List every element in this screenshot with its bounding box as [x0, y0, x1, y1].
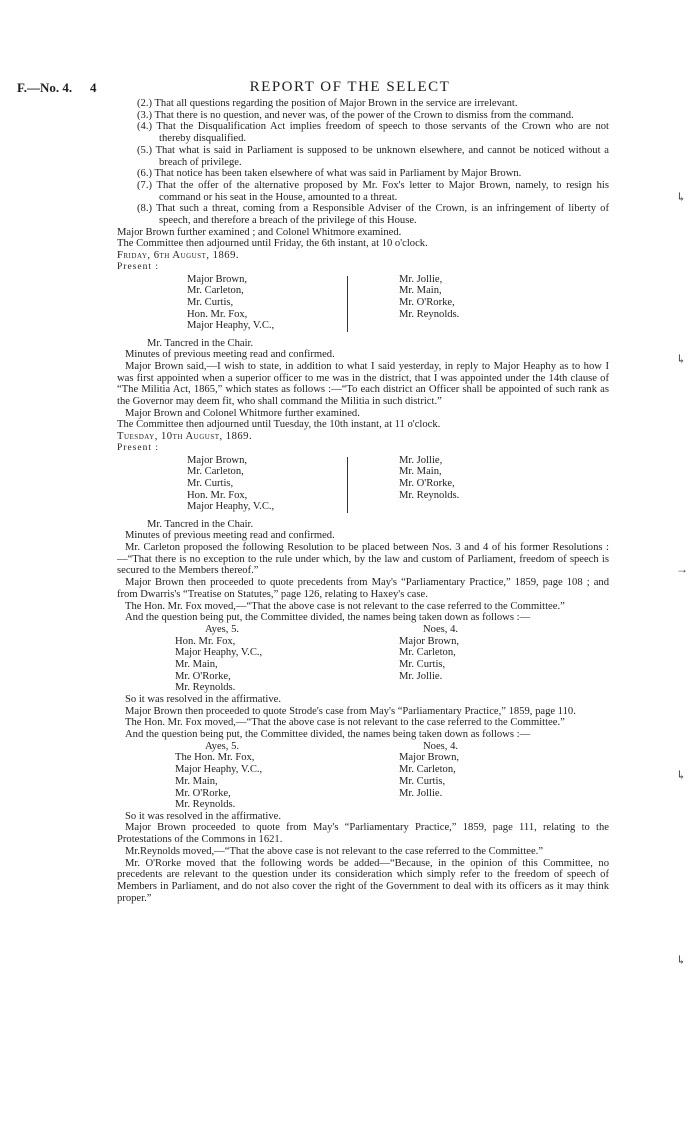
paragraph: So it was resolved in the affirmative. [125, 693, 282, 705]
margin-mark-icon: ↳ [676, 768, 687, 782]
voter-name: Major Heaphy, V.C., [175, 764, 263, 776]
meeting-date: Friday, 6th August, 1869. [117, 250, 240, 262]
margin-mark-icon: → [676, 562, 688, 576]
members-present [117, 455, 609, 519]
column-divider [347, 276, 348, 332]
voter-name: Mr. Carleton, [399, 647, 456, 659]
member-name: Major Heaphy, V.C., [187, 501, 275, 513]
paragraph: Major Brown then proceeded to quote Strode's case from May's “Parliamentary Practice,” 1859, page 110. [125, 705, 576, 717]
present-heading: Present : [117, 442, 159, 453]
paragraph: And the question being put, the Committee divided, the names being taken down as follows :— [125, 612, 531, 624]
column-divider [347, 457, 348, 513]
resolution-item: (4.) That the Disqualification Act implies freedom of speech to those servants of the Crown who are not thereby disqualified. [137, 121, 609, 145]
voter-name: Mr. Main, [175, 659, 218, 671]
chair-line: Mr. Tancred in the Chair. [147, 518, 254, 530]
paragraph: So it was resolved in the affirmative. [125, 810, 282, 822]
paragraph: Major Brown and Colonel Whitmore further examined. [125, 407, 360, 419]
paragraph: Major Brown said,—I wish to state, in addition to what I said yesterday, in reply to Major Heaphy as to how I was first appointed when a superior officer to me was in the district, that I was appointed under the 14th clause of “The Militia Act, 1865,” which states as follows :—“To each district an Officer shall be appointed of such rank as the Governor may deem fit, who shall command the Militia in such district.” [117, 360, 609, 408]
resolution-item: (3.) That there is no question, and never was, of the power of the Crown to dismiss from the command. [137, 109, 574, 121]
noes-heading: Noes, 4. [423, 623, 459, 635]
members-left-column [187, 455, 274, 514]
document-reference: F.—No. 4. [17, 80, 73, 95]
member-name: Major Heaphy, V.C., [187, 320, 275, 332]
member-name: Major Brown, [187, 273, 248, 285]
voter-name: Mr. Curtis, [399, 775, 446, 787]
member-name: Mr. Curtis, [187, 477, 234, 489]
voter-name: Hon. Mr. Fox, [175, 635, 236, 647]
paragraph: The Hon. Mr. Fox moved,—“That the above case is not relevant to the case referred to the Committee.” [125, 717, 565, 729]
member-name: Mr. O'Rorke, [399, 477, 455, 489]
ayes-column [175, 624, 262, 694]
paragraph: And the question being put, the Committee divided, the names being taken down as follows :— [125, 729, 531, 741]
paragraph: Minutes of previous meeting read and confirmed. [125, 349, 335, 361]
paragraph: Major Brown proceeded to quote from May's “Parliamentary Practice,” 1859, page 111, relating to the Protestations of the Commons in 1621. [117, 822, 609, 846]
document-body [117, 98, 609, 904]
member-name: Mr. Main, [399, 466, 442, 478]
margin-mark-icon: ↳ [676, 190, 687, 204]
voter-name: Mr. Jollie. [399, 670, 443, 682]
paragraph: Mr. O'Rorke moved that the following words be added—“Because, in the opinion of this Committee, no precedents are relevant to the question under its consideration which simply refer to the freedom of speech of Members in Parliament, and do not also cover the right of the Government to deal with its officers as it may think proper.” [117, 857, 609, 904]
member-name: Mr. Carleton, [187, 285, 244, 297]
voter-name: Mr. Main, [175, 775, 218, 787]
voter-name: Mr. Jollie. [399, 787, 443, 799]
voter-name: Major Brown, [399, 635, 460, 647]
voter-name: Mr. Curtis, [399, 659, 446, 671]
members-left-column [187, 274, 274, 333]
member-name: Mr. Main, [399, 285, 442, 297]
voter-name: Mr. O'Rorke, [175, 670, 231, 682]
resolution-item: (5.) That what is said in Parliament is supposed to be unknown elsewhere, and cannot be noticed without a breach of privilege. [137, 144, 609, 168]
member-name: Hon. Mr. Fox, [187, 308, 248, 320]
ayes-heading: Ayes, 5. [205, 623, 240, 635]
paragraph: Mr. Carleton proposed the following Resolution to be placed between Nos. 3 and 4 of his former Resolutions :—“That there is no exception to the rule under which, by the law and custom of Parliament, freedom of speech is secured to the Members thereof.” [117, 541, 609, 577]
margin-mark-icon: ↳ [676, 953, 687, 967]
present-heading: Present : [117, 261, 159, 272]
division-list [117, 741, 609, 811]
paragraph: Major Brown then proceeded to quote precedents from May's “Parliamentary Practice,” 1859, page 108 ; and from Dwarris's “Treatise on Statutes,” page 126, relating to Haxey's case. [117, 577, 609, 600]
page-number: 4 [90, 80, 97, 95]
resolution-item: (8.) That such a threat, coming from a Responsible Adviser of the Crown, is an infringement of liberty of speech, and therefore a breach of the privilege of this House. [137, 203, 609, 227]
paragraph: The Hon. Mr. Fox moved,—“That the above case is not relevant to the case referred to the Committee.” [125, 600, 565, 612]
page-title: REPORT OF THE SELECT [249, 79, 451, 95]
member-name: Mr. Reynolds. [399, 489, 460, 501]
member-name: Mr. Reynolds. [399, 308, 460, 320]
ayes-heading: Ayes, 5. [205, 740, 240, 752]
voter-name: Mr. Reynolds. [175, 682, 236, 694]
paragraph: Major Brown further examined ; and Colonel Whitmore examined. [117, 226, 402, 238]
member-name: Mr. Curtis, [187, 296, 234, 308]
paragraph: The Committee then adjourned until Tuesday, the 10th instant, at 11 o'clock. [117, 419, 441, 431]
voter-name: Major Brown, [399, 752, 460, 764]
voter-name: The Hon. Mr. Fox, [175, 752, 255, 764]
resolution-item: (6.) That notice has been taken elsewhere of what was said in Parliament by Major Brown. [137, 168, 522, 180]
member-name: Hon. Mr. Fox, [187, 489, 248, 501]
resolution-list [117, 98, 609, 227]
voter-name: Mr. O'Rorke, [175, 787, 231, 799]
noes-column [399, 624, 459, 683]
member-name: Major Brown, [187, 454, 248, 466]
margin-mark-icon: ↳ [676, 352, 687, 366]
voter-name: Mr. Reynolds. [175, 799, 236, 811]
members-right-column [399, 274, 459, 321]
voter-name: Major Heaphy, V.C., [175, 647, 263, 659]
member-name: Mr. Jollie, [399, 273, 443, 285]
members-right-column [399, 455, 459, 502]
members-present [117, 274, 609, 338]
paragraph: The Committee then adjourned until Friday, the 6th instant, at 10 o'clock. [117, 238, 428, 250]
division-list [117, 624, 609, 694]
resolution-item: (7.) That the offer of the alternative proposed by Mr. Fox's letter to Major Brown, namely, to resign his command or his seat in the House, amounted to a threat. [137, 179, 609, 203]
member-name: Mr. Jollie, [399, 454, 443, 466]
voter-name: Mr. Carleton, [399, 764, 456, 776]
paragraph: Minutes of previous meeting read and confirmed. [125, 530, 335, 542]
member-name: Mr. Carleton, [187, 466, 244, 478]
meeting-date: Tuesday, 10th August, 1869. [117, 431, 253, 443]
noes-heading: Noes, 4. [423, 740, 459, 752]
resolution-item: (2.) That all questions regarding the position of Major Brown in the service are irrelevant. [137, 98, 518, 109]
member-name: Mr. O'Rorke, [399, 296, 455, 308]
chair-line: Mr. Tancred in the Chair. [147, 337, 254, 349]
noes-column [399, 741, 459, 800]
ayes-column [175, 741, 262, 811]
paragraph: Mr.Reynolds moved,—“That the above case is not relevant to the case referred to the Committee.” [125, 845, 544, 857]
